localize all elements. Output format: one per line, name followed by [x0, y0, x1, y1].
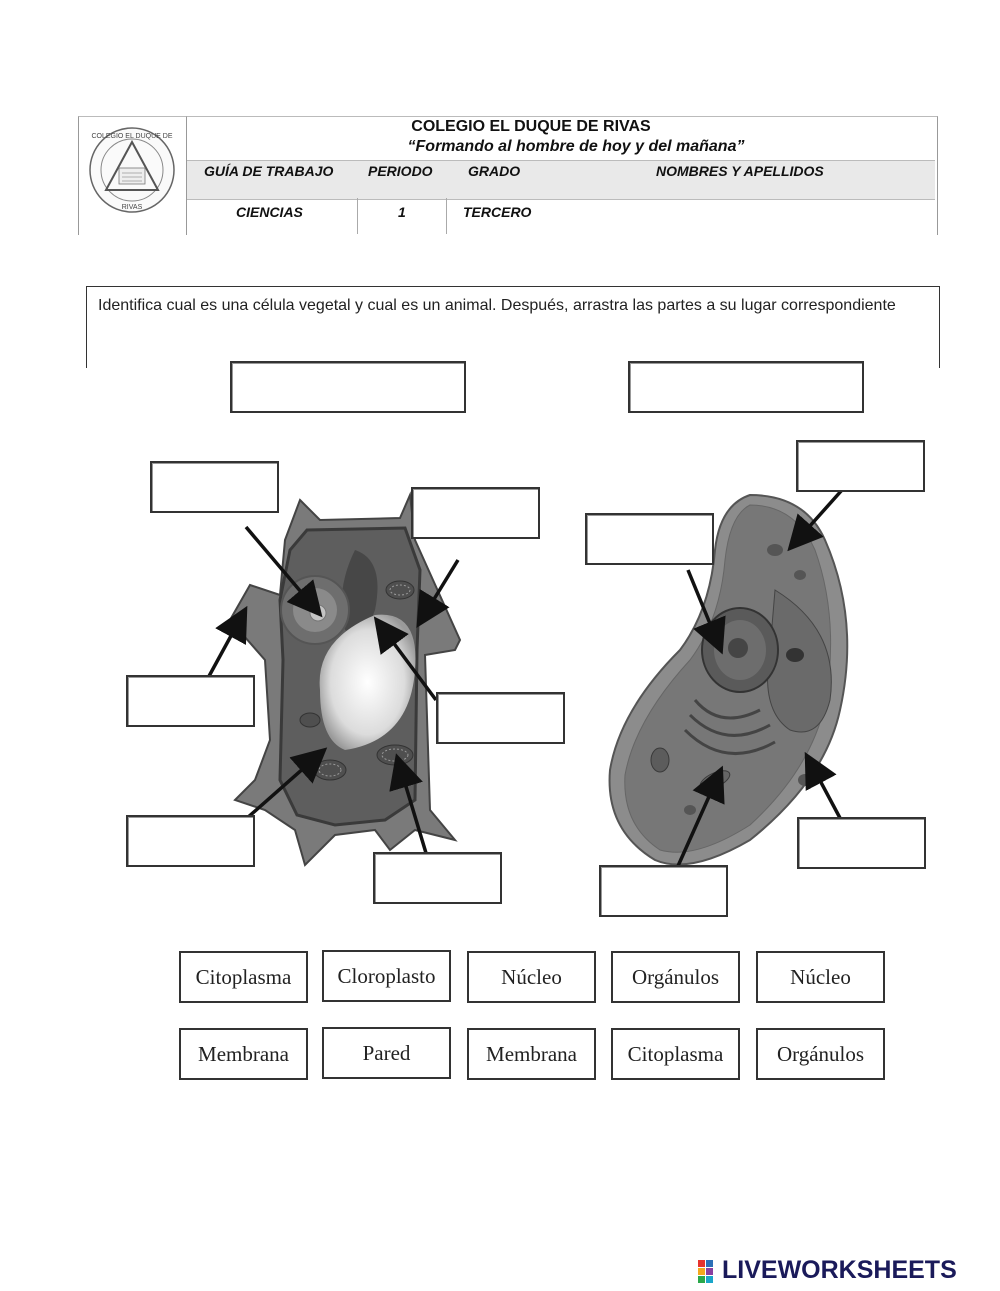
value-grado: TERCERO — [463, 204, 532, 220]
drop-box-plant-membrane[interactable] — [436, 692, 565, 744]
word-tile-citoplasma[interactable]: Citoplasma — [179, 951, 308, 1003]
liveworksheets-mark-icon — [698, 1259, 722, 1283]
arrow-animal-nucleus — [688, 570, 720, 648]
drop-box-plant-vacuole[interactable] — [126, 815, 255, 867]
word-tile-organulos-2[interactable]: Orgánulos — [756, 1028, 885, 1080]
arrow-plant-cytoplasm — [398, 760, 426, 853]
word-tile-pared[interactable]: Pared — [322, 1027, 451, 1079]
drop-box-animal-nucleus[interactable] — [585, 513, 714, 565]
col-nombres: NOMBRES Y APELLIDOS — [656, 163, 824, 179]
drop-box-animal-membrane[interactable] — [796, 440, 925, 492]
col-guia: GUÍA DE TRABAJO — [204, 163, 334, 179]
arrow-plant-chloroplast — [420, 560, 458, 622]
drop-box-plant-cytoplasm[interactable] — [373, 852, 502, 904]
word-tile-nucleo-2[interactable]: Núcleo — [756, 951, 885, 1003]
word-tile-cloroplasto[interactable]: Cloroplasto — [322, 950, 451, 1002]
col-grado: GRADO — [468, 163, 521, 179]
arrow-animal-organelles — [678, 772, 720, 866]
arrow-animal-membrane — [792, 490, 842, 546]
drop-box-animal-organelles[interactable] — [599, 865, 728, 917]
liveworksheets-brand-text: LIVEWORKSHEETS — [722, 1256, 957, 1284]
drop-box-animal-cytoplasm[interactable] — [797, 817, 926, 869]
word-tile-nucleo[interactable]: Núcleo — [467, 951, 596, 1003]
col-periodo: PERIODO — [368, 163, 433, 179]
arrow-animal-cytoplasm — [808, 758, 840, 818]
value-guia: CIENCIAS — [236, 204, 303, 220]
arrow-plant-wall — [208, 612, 244, 678]
liveworksheets-logo — [698, 1256, 957, 1285]
arrow-plant-nucleus — [246, 527, 318, 612]
school-name: COLEGIO EL DUQUE DE RIVAS — [411, 118, 651, 135]
value-periodo: 1 — [398, 204, 406, 220]
word-tile-organulos[interactable]: Orgánulos — [611, 951, 740, 1003]
arrow-plant-membrane — [378, 622, 436, 700]
word-tile-membrana[interactable]: Membrana — [179, 1028, 308, 1080]
svg-text:COLEGIO EL DUQUE DE: COLEGIO EL DUQUE DE — [91, 133, 173, 140]
svg-text:RIVAS: RIVAS — [121, 204, 143, 211]
word-tile-membrana-2[interactable]: Membrana — [467, 1028, 596, 1080]
drop-box-plant-nucleus[interactable] — [150, 461, 279, 513]
instruction-text: Identifica cual es una célula vegetal y cual es un animal. Después, arrastra las partes a su lugar correspondiente — [98, 297, 896, 314]
drop-box-plant-wall[interactable] — [126, 675, 255, 727]
school-motto: “Formando al hombre de hoy y del mañana” — [407, 138, 745, 155]
word-tile-citoplasma-2[interactable]: Citoplasma — [611, 1028, 740, 1080]
drop-box-plant-chloroplast[interactable] — [411, 487, 540, 539]
